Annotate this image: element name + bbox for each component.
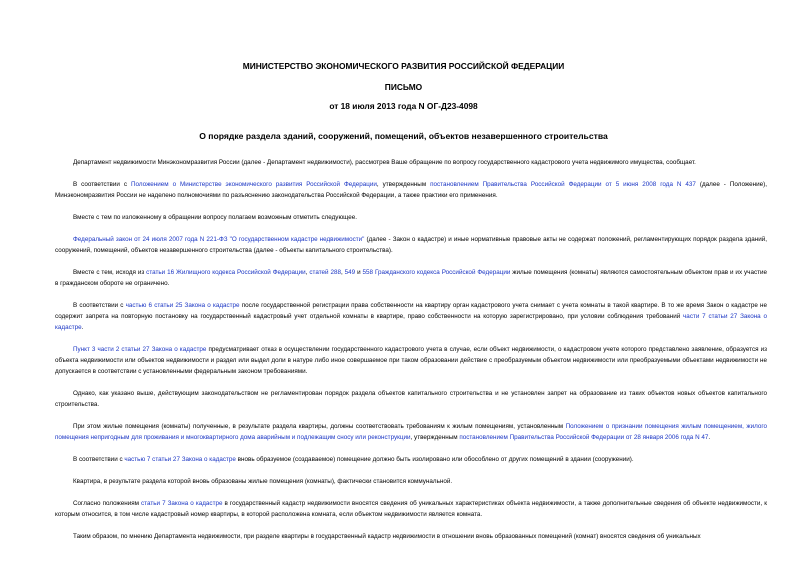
paragraph-text: (далее - Закон о кадастре) и иные нормативные правовые акты не содержат положений, регламентирующих порядок раздела зданий, сооружений, помещений, объектов незавершенного строительства (далее - объекты капитального строительства). [55,236,767,254]
paragraph [55,388,767,410]
paragraph-text: Квартира, в результате раздела которой вновь образованы жилые помещения (комнаты), фактически становится коммунальной. [73,478,453,485]
document-link[interactable]: Положением о признании помещения жилым помещением, жилого помещения непригодным для проживания и многоквартирного дома аварийным и подлежащим сносу или реконструкции [55,423,768,441]
paragraph-text: Однако, как указано выше, действующим законодательством не регламентирован порядок раздела объектов капитального строительства и не установлен запрет на образование из таких объектов новых объектов капитального строительства. [55,390,767,408]
paragraph-text: В соответствии с [73,456,125,463]
paragraph [55,421,767,443]
paragraph-text: Согласно положениям [73,500,142,507]
paragraph [55,157,767,168]
document-body [55,157,767,542]
document-date-number: от 18 июля 2013 года N ОГ-Д23-4098 [329,101,478,111]
paragraph-text: предусматривает отказ в осуществлении государственного кадастрового учета в случае, если объект недвижимости, о кадастровом учете которого представлено заявление, образуется из объекта недвижимости или объектов недвижимости и раздел или выдел доли в натуре либо иное совершаемое при таком образовании действие с преобразуемым объектом недвижимости или преобразуемыми объектами недвижимости не допускается в соответствии с установленными федеральным законом требованиями. [55,346,767,375]
paragraph [55,267,767,289]
paragraph-text: . [708,434,711,441]
paragraph-text: При этом жилые помещения (комнаты) полученные, в результате раздела квартиры, должны соответствовать требованиям к жилым помещениям, установленным [73,423,566,430]
paragraph-text: , утвержденным [410,434,460,441]
document-link[interactable]: статьи 16 Жилищного кодекса Российской Федерации [146,269,306,276]
paragraph [55,179,767,201]
paragraph-text: вновь образуемое (создаваемое) помещение должно быть изолировано или обособлено от других помещений в здании (сооружении). [235,456,634,463]
paragraph [55,344,767,377]
paragraph-text: , [305,269,310,276]
paragraph-text: Департамент недвижимости Минэкономразвития России (далее - Департамент недвижимости), рассмотрев Ваше обращение по вопросу государственного кадастрового учета недвижимого имущества, сообщает. [73,159,696,166]
paragraph [55,498,767,520]
document-link[interactable]: постановлением Правительства Российской Федерации от 5 июня 2008 года N 437 [430,181,696,188]
document-link[interactable]: 549 [344,269,356,276]
document-link[interactable]: статьи 7 Закона о кадастре [141,500,223,507]
document-link[interactable]: Федеральный закон от 24 июля 2007 года N 221-ФЗ "О государственном кадастре недвижимости" [73,236,365,243]
paragraph-text: , [340,269,345,276]
document-type: ПИСЬМО [384,82,423,92]
document-link[interactable]: постановлением Правительства Российской Федерации от 28 января 2006 года N 47 [459,434,709,441]
paragraph-text: жилые помещения (комнаты) являются самостоятельным объектом прав и их участие в гражданском обороте не ограничено. [55,269,767,287]
paragraph-text: , утвержденным [376,181,431,188]
paragraph-text: Вместе с тем, исходя из [73,269,147,276]
paragraph-text: в государственный кадастр недвижимости вносятся сведения об уникальных характеристиках объекта недвижимости, а также дополнительные сведения об объекте недвижимости, к которым относится, в том числе кадастровый номер квартиры, в которой расположена комната, если объектом недвижимости является комната. [55,500,767,518]
paragraph-text: Таким образом, по мнению Департамента недвижимости, при разделе квартиры в государственный кадастр недвижимости в отношении вновь образованных помещений (комнат) вносятся сведения об уникальных [73,533,701,540]
document-link[interactable]: Пункт 3 части 2 статьи 27 Закона о кадастре [73,346,207,353]
paragraph-text: В соответствии с [73,181,131,188]
paragraph-text: (далее - Положение), Минэкономразвития России не наделено полномочиями по разъяснению законодательства Российской Федерации, а также практики его применения. [55,181,767,199]
document-link[interactable]: частью 6 статьи 25 Закона о кадастре [125,302,240,309]
document-link[interactable]: статей 288 [309,269,341,276]
document-link[interactable]: Положением о Министерстве экономического развития Российской Федерации [131,181,377,188]
paragraph-text: В соответствии с [73,302,126,309]
paragraph [55,454,767,465]
document-link[interactable]: части 7 статьи 27 Закона о кадастре [55,313,767,331]
document-subject: О порядке раздела зданий, сооружений, помещений, объектов незавершенного строительства [199,131,608,141]
paragraph [55,300,767,333]
document-link[interactable]: 558 Гражданского кодекса Российской Федерации [362,269,511,276]
paragraph [55,531,767,542]
paragraph [55,476,767,487]
paragraph-text: после государственной регистрации права собственности на квартиру орган кадастрового учета снимает с учета комнаты в такой квартире. В то же время Закон о кадастре не содержит запрета на повторную постановку на государственный кадастровый учет отдельной комнаты в квартире, право собственности на которую зарегистрировано, при условии соблюдения требований [55,302,768,320]
paragraph [55,212,767,223]
paragraph-text: и [355,269,363,276]
paragraph-text: . [81,324,84,331]
paragraph-text: Вместе с тем по изложенному в обращении вопросу полагаем возможным отметить следующее. [73,214,358,221]
paragraph [55,234,767,256]
ministry-heading: МИНИСТЕРСТВО ЭКОНОМИЧЕСКОГО РАЗВИТИЯ РОССИЙСКОЙ ФЕДЕРАЦИИ [242,61,565,71]
document-link[interactable]: частью 7 статьи 27 Закона о кадастре [124,456,236,463]
